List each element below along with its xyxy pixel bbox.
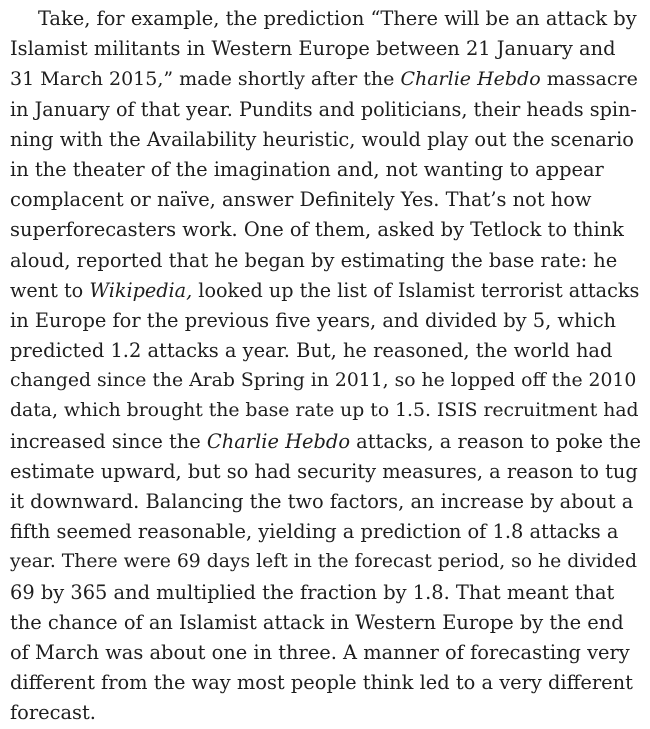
line-text: aloud, reported that he began by estimating the base rate: he [10,248,618,272]
text-line [10,125,642,155]
line-text: in the theater of the imagination and, not wanting to appear [10,157,604,181]
text-line [10,155,642,185]
line-text: went to [10,278,90,302]
text-line [10,698,642,728]
text-line [10,4,642,34]
line-text: different from the way most people think led to a very different [10,671,633,695]
text-line [10,608,642,638]
text-line [10,336,642,366]
line-text: superforecasters work. One of them, asked by Tetlock to think [10,218,624,242]
text-line [10,185,642,215]
text-line [10,276,642,306]
text-line [10,427,642,457]
text-line [10,246,642,276]
line-text: fifth seemed reasonable, yielding a prediction of 1.8 attacks a [10,520,619,544]
text-line [10,547,642,577]
text-line [10,487,642,517]
body-paragraph [10,4,642,729]
line-text: estimate upward, but so had security measures, a reason to tug [10,459,638,483]
text-line [10,95,642,125]
line-text: changed since the Arab Spring in 2011, so he lopped off the 2010 [10,370,637,392]
line-text: increased since the [10,429,207,453]
line-text: Islamist militants in Western Europe between 21 January and [10,37,616,61]
text-line [10,668,642,698]
line-text: massacre [540,68,638,91]
italic-title-text: Charlie Hebdo [400,68,541,91]
line-text: ning with the Availability heuristic, would play out the scenario [10,127,634,151]
italic-title-text: Charlie Hebdo [206,429,351,453]
line-text: in Europe for the previous five years, and divided by 5, which [10,308,617,332]
line-text: 69 by 365 and multiplied the fraction by 1.8. That meant that [10,580,615,604]
line-text: the chance of an Islamist attack in Western Europe by the end [10,610,624,634]
line-text: it downward. Balancing the two factors, an increase by about a [10,490,634,513]
italic-title-text: Wikipedia, [89,278,193,302]
text-line [10,215,642,245]
line-text: data, which brought the base rate up to 1.5. ISIS recruitment had [10,400,639,422]
line-text: looked up the list of Islamist terrorist attacks [192,278,640,302]
line-text: 31 March 2015,” made shortly after the [10,68,401,91]
line-text: attacks, a reason to poke the [350,429,641,453]
line-text: of March was about one in three. A manner of forecasting very [10,640,630,664]
text-line [10,457,642,487]
line-text: forecast. [10,701,96,725]
text-line [10,34,642,64]
text-line [10,396,642,426]
line-text: in January of that year. Pundits and politicians, their heads spin- [10,97,637,121]
line-text: Take, for example, the prediction “There will be an attack by [38,7,637,30]
text-line [10,366,642,396]
text-line [10,578,642,608]
text-line [10,306,642,336]
line-text: complacent or naïve, answer Definitely Yes. That’s not how [10,188,592,212]
text-line [10,517,642,547]
text-line [10,638,642,668]
line-text: predicted 1.2 attacks a year. But, he reasoned, the world had [10,339,613,363]
text-line [10,64,642,94]
line-text: year. There were 69 days left in the forecast period, so he divided [10,551,638,573]
